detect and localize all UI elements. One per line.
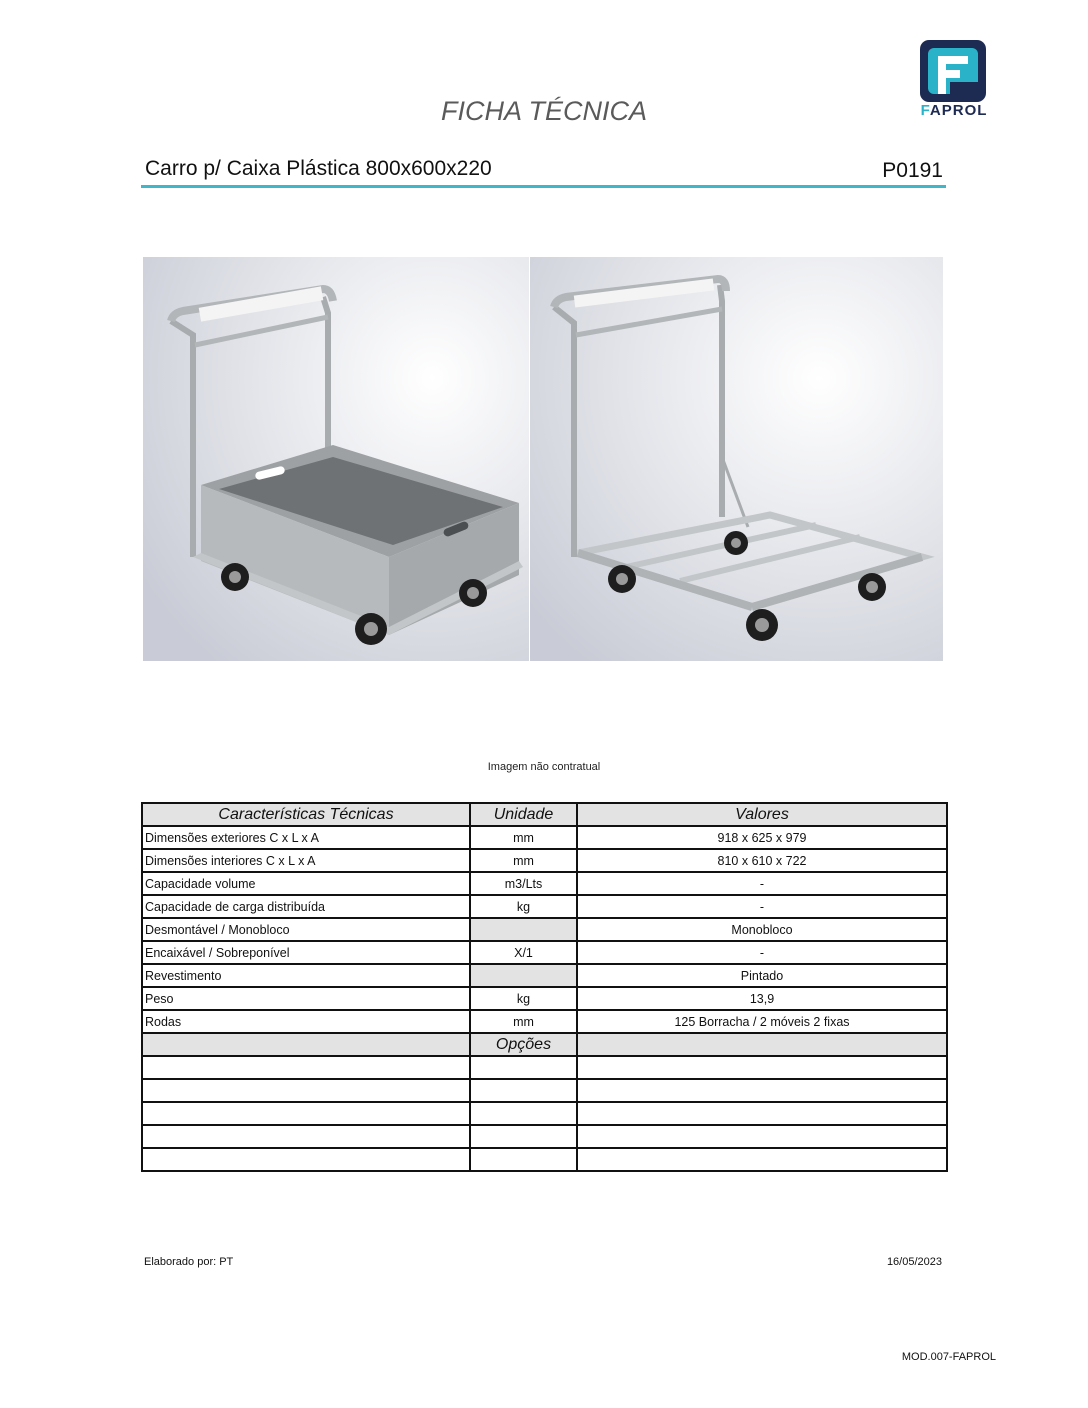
options-empty-row xyxy=(142,1148,947,1171)
row-label: Peso xyxy=(142,987,470,1010)
table-row xyxy=(142,918,947,941)
options-empty-row xyxy=(142,1125,947,1148)
row-unit: mm xyxy=(470,826,577,849)
spec-table xyxy=(141,802,948,1172)
table-row xyxy=(142,849,947,872)
row-unit: X/1 xyxy=(470,941,577,964)
empty-cell xyxy=(577,1102,947,1125)
options-empty-row xyxy=(142,1056,947,1079)
empty-cell xyxy=(470,1079,577,1102)
empty-cell xyxy=(577,1056,947,1079)
empty-cell xyxy=(470,1102,577,1125)
empty-cell xyxy=(142,1056,470,1079)
options-header-row xyxy=(142,1033,947,1056)
empty-cell xyxy=(577,1079,947,1102)
empty-cell xyxy=(577,1125,947,1148)
row-label: Capacidade volume xyxy=(142,872,470,895)
empty-cell xyxy=(142,1125,470,1148)
row-label: Desmontável / Monobloco xyxy=(142,918,470,941)
row-label: Rodas xyxy=(142,1010,470,1033)
row-label: Capacidade de carga distribuída xyxy=(142,895,470,918)
table-row xyxy=(142,872,947,895)
row-value: - xyxy=(577,872,947,895)
product-name: Carro p/ Caixa Plástica 800x600x220 xyxy=(145,157,492,180)
options-header-blank-left xyxy=(142,1033,470,1056)
form-model-code: MOD.007-FAPROL xyxy=(901,1351,996,1363)
row-unit xyxy=(470,918,577,941)
row-value: Pintado xyxy=(577,964,947,987)
options-header-blank-right xyxy=(577,1033,947,1056)
empty-cell xyxy=(142,1079,470,1102)
empty-cell xyxy=(577,1148,947,1171)
image-caption: Imagem não contratual xyxy=(487,761,601,773)
empty-cell xyxy=(142,1102,470,1125)
row-value: 810 x 610 x 722 xyxy=(577,849,947,872)
row-value: Monobloco xyxy=(577,918,947,941)
row-unit: kg xyxy=(470,987,577,1010)
empty-cell xyxy=(470,1056,577,1079)
spec-table-header-row xyxy=(142,803,947,826)
empty-cell xyxy=(470,1125,577,1148)
row-unit: mm xyxy=(470,849,577,872)
table-row xyxy=(142,964,947,987)
options-empty-row xyxy=(142,1079,947,1102)
row-value: 918 x 625 x 979 xyxy=(577,826,947,849)
header-characteristics: Características Técnicas xyxy=(142,803,470,826)
empty-cell xyxy=(470,1148,577,1171)
row-value: - xyxy=(577,941,947,964)
empty-cell xyxy=(142,1148,470,1171)
row-value: 13,9 xyxy=(577,987,947,1010)
options-empty-row xyxy=(142,1102,947,1125)
row-value: - xyxy=(577,895,947,918)
table-row xyxy=(142,826,947,849)
row-value: 125 Borracha / 2 móveis 2 fixas xyxy=(577,1010,947,1033)
table-row xyxy=(142,895,947,918)
logo-wordmark-rest: APROL xyxy=(929,102,988,119)
product-photo-with-crate xyxy=(143,257,529,661)
row-unit: m3/Lts xyxy=(470,872,577,895)
table-row xyxy=(142,941,947,964)
options-header: Opções xyxy=(470,1033,577,1056)
table-row xyxy=(142,1010,947,1033)
footer-author: Elaborado por: PT xyxy=(144,1256,234,1268)
title-underline xyxy=(141,185,946,188)
product-code: P0191 xyxy=(882,159,943,182)
row-unit: kg xyxy=(470,895,577,918)
table-row xyxy=(142,987,947,1010)
header-unit: Unidade xyxy=(470,803,577,826)
row-label: Dimensões exteriores C x L x A xyxy=(142,826,470,849)
footer-date: 16/05/2023 xyxy=(886,1256,942,1268)
row-label: Dimensões interiores C x L x A xyxy=(142,849,470,872)
logo-wordmark-accent: F xyxy=(920,102,930,119)
product-photo-empty-cart xyxy=(530,257,943,661)
row-label: Revestimento xyxy=(142,964,470,987)
row-unit xyxy=(470,964,577,987)
header-values: Valores xyxy=(577,803,947,826)
document-title: FICHA TÉCNICA xyxy=(440,96,647,126)
row-label: Encaixável / Sobreponível xyxy=(142,941,470,964)
row-unit: mm xyxy=(470,1010,577,1033)
